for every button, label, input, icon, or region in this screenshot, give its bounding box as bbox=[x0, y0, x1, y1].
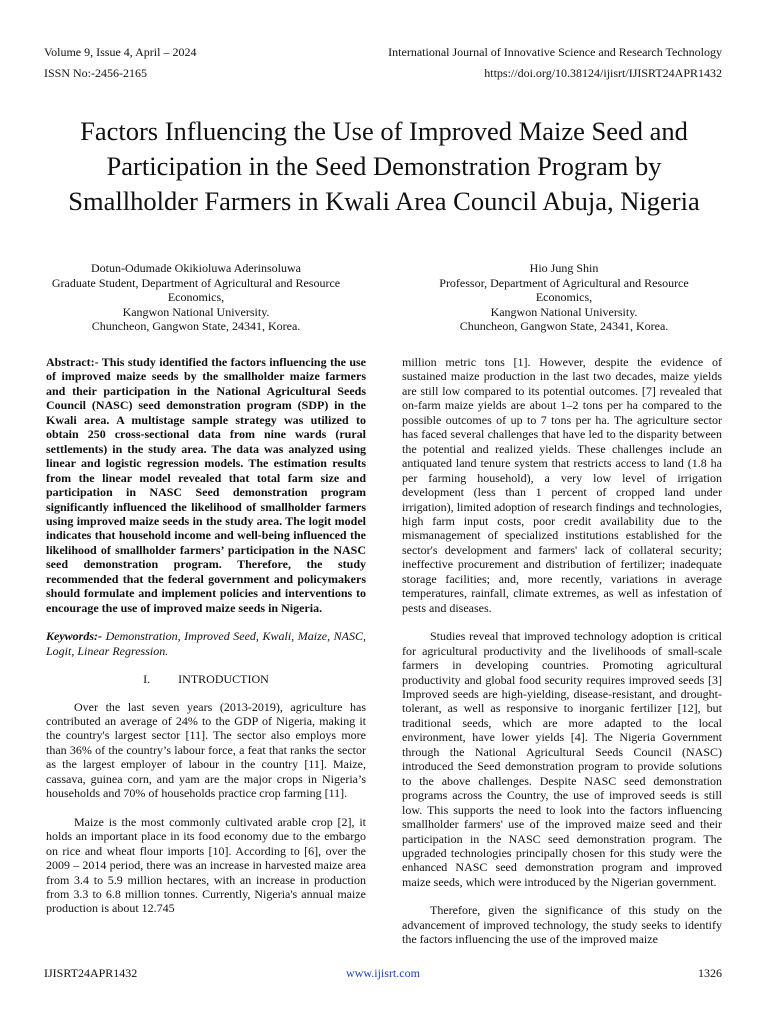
author-university: Kangwon National University. bbox=[122, 304, 270, 319]
doi-link[interactable]: https://doi.org/10.38124/ijisrt/IJISRT24APR1432 bbox=[484, 66, 722, 80]
section-number: I. bbox=[143, 672, 151, 687]
body-paragraph: Over the last seven years (2013-2019), agriculture has contributed an average of 24% to the GDP of Nigeria, making it the country's largest sector [11]. The sector also employs more than 36% of the country’s labour force, a feat that ranks the sector as the largest employer of labour in the country [11]. Maize, cassava, guinea corn, and yam are the major crops in Nigeria’s households and 70% of households practice crop farming [11]. bbox=[46, 699, 366, 801]
issn: ISSN No:-2456-2165 bbox=[44, 66, 148, 80]
keywords-label: Keywords:- bbox=[46, 629, 102, 644]
section-heading bbox=[46, 672, 366, 686]
author-address: Chuncheon, Gangwon State, 24341, Korea. bbox=[91, 319, 301, 333]
volume-info: Volume 9, Issue 4, April – 2024 bbox=[44, 45, 197, 59]
right-column bbox=[402, 355, 722, 947]
keywords bbox=[46, 629, 366, 658]
author-address: Chuncheon, Gangwon State, 24341, Korea. bbox=[459, 319, 669, 333]
author-university: Kangwon National University. bbox=[490, 304, 638, 319]
running-header-top bbox=[44, 45, 722, 59]
author-2 bbox=[414, 261, 714, 334]
author-1 bbox=[46, 261, 346, 334]
journal-website-link[interactable]: www.ijisrt.com bbox=[346, 966, 420, 980]
author-name: Hio Jung Shin bbox=[529, 261, 599, 275]
body-paragraph: million metric tons [1]. However, despite the evidence of sustained maize production in the last two decades, maize yields are still low compared to its potential outcomes. [7] revealed that on-farm maize yields are about 1–2 tons per ha compared to the possible outcomes of up to 7 tons per ha. The agriculture sector has faced several challenges that have led to the disparity between the potential and realized yields. These challenges include an antiquated land tenure system that restricts access to land (1.8 ha per farming household), a very low level of irrigation development (less than 1 percent of cropped land under irrigation), limited adoption of research findings and technologies, high farm input costs, poor credit availability due to the mismanagement of specialized institutions established for the sector's development and farmers' lack of collateral security; ineffective procurement and distribution of fertilizer; inadequate storage facilities; and, more recently, variations in average temperatures, rainfall, climate extremes, as well as infestation of pests and diseases. bbox=[402, 355, 722, 615]
paper-title: Factors Influencing the Use of Improved Maize Seed and Participation in the Seed Demonstration Program by Smallholder Farmers in Kwali Area Council Abuja, Nigeria bbox=[68, 115, 700, 216]
body-paragraph: Maize is the most commonly cultivated arable crop [2], it holds an important place in its food economy due to the embargo on rice and wheat flour imports [10]. According to [6], over the 2009 – 2014 period, there was an increase in harvested maize area from 3.4 to 5.9 million hectares, with an increase in production from 3.3 to 6.8 million tonnes. Currently, Nigeria's annual maize production is about 12.745 bbox=[46, 814, 366, 916]
author-name: Dotun-Odumade Okikioluwa Aderinsoluwa bbox=[91, 261, 301, 275]
left-column bbox=[46, 355, 366, 916]
journal-name: International Journal of Innovative Science and Research Technology bbox=[388, 45, 722, 59]
abstract: Abstract:- This study identified the factors influencing the use of improved maize seeds by the smallholder maize farmers and their participation in the National Agricultural Seeds Council (NASC) seed demonstration program (SDP) in the Kwali area. A multistage sample strategy was utilized to obtain 250 cross-sectional data from nine wards (rural settlements) in the study area. The data was analyzed using linear and logistic regression models. The estimation results from the linear model revealed that total farm size and participation in NASC Seed demonstration program significantly influenced the likelihood of smallholder farmers using improved maize seeds in the study area. The logit model indicates that household income and well-being influenced the likelihood of smallholder farmers’ participation in the NASC seed demonstration program. Therefore, the study recommended that the federal government and policymakers should formulate and implement policies and interventions to encourage the use of improved maize seeds in Nigeria. bbox=[46, 355, 366, 615]
section-title: INTRODUCTION bbox=[178, 672, 269, 687]
author-role: Graduate Student, Department of Agricultural and Resource Economics, bbox=[51, 275, 341, 304]
body-paragraph: Studies reveal that improved technology adoption is critical for agricultural productivity and the livelihoods of small-scale farmers in developing countries. Promoting agricultural productivity and global food security requires improved seeds [3] Improved seeds are high-yielding, disease-resistant, and drought-tolerant, as well as responsive to inorganic fertilizer [12], but traditional seeds, which are more adapted to the local environment, have lower yields [4]. The Nigeria Government through the National Agricultural Seeds Council (NASC) introduced the Seed demonstration program to provide solutions to the above challenges. Despite NASC seed demonstration programs across the Country, the use of improved seeds is still low. This supports the need to look into the factors influencing smallholder farmers' use of the improved maize seed and their participation in the NASC seed demonstration program. The upgraded technologies principally chosen for this study were the enhanced NASC seed demonstration program and improved maize seeds, which were introduced by the Nigerian government. bbox=[402, 629, 722, 889]
author-role: Professor, Department of Agricultural and Resource Economics, bbox=[439, 275, 689, 304]
running-header-bottom bbox=[44, 66, 722, 80]
keywords-text: Demonstration, Improved Seed, Kwali, Maize, NASC, Logit, Linear Regression. bbox=[46, 629, 366, 658]
page-number: 1326 bbox=[698, 966, 722, 980]
body-paragraph: Therefore, given the significance of this study on the advancement of improved technology, the study seeks to identify the factors influencing the use of the improved maize bbox=[402, 903, 722, 947]
article-id: IJISRT24APR1432 bbox=[44, 966, 138, 980]
